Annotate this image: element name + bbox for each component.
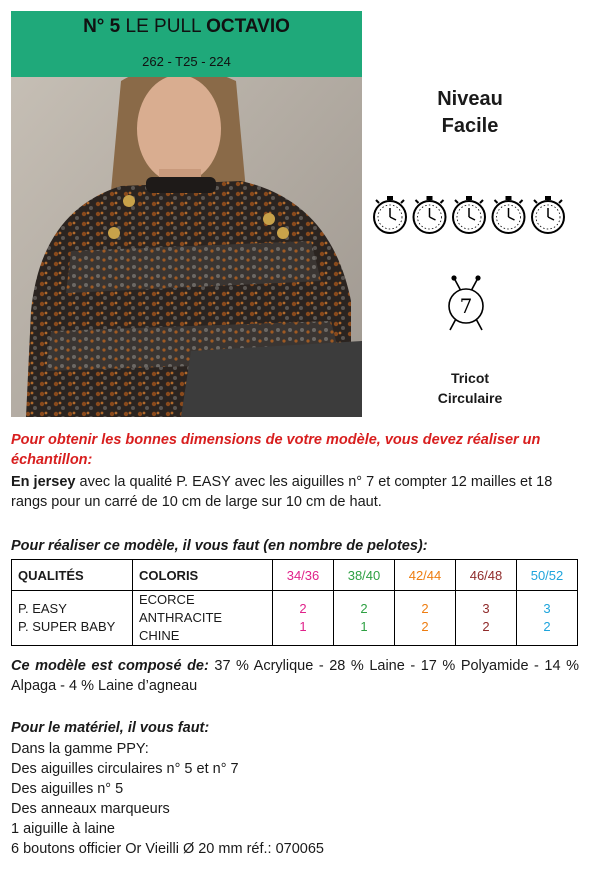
sample-text: En jersey avec la qualité P. EASY avec les aiguilles n° 7 et compter 12 mailles et 18 rangs pour un carré de 10 cm de large sur 10 cm de haut. (11, 474, 553, 510)
sample-heading: Pour obtenir les bonnes dimensions de votre modèle, vous devez réaliser un échantillon: (11, 432, 541, 468)
composition: Ce modèle est composé de: 37 % Acrylique - 28 % Laine - 17 % Polyamide - 14 % Alpaga - 4 % Laine d’agneau (11, 658, 579, 694)
size-header: 42/44 (395, 560, 456, 591)
size-header: 46/48 (456, 560, 517, 591)
qty-cell: 3 2 (456, 591, 517, 646)
difficulty-stopwatches (371, 190, 567, 238)
stopwatch-icon (374, 196, 406, 233)
stopwatch-icon (414, 196, 446, 233)
col-quality: QUALITÉS (12, 560, 133, 591)
materials-heading: Pour le matériel, il vous faut: (11, 720, 210, 736)
title-banner (11, 11, 362, 77)
list-item: Des aiguilles circulaires n° 5 et n° 7 (11, 761, 239, 777)
list-item: 6 boutons officier Or Vieilli Ø 20 mm réf.: 070065 (11, 841, 324, 857)
materials-list (11, 739, 579, 859)
color-cell: ECORCE ANTHRACITE CHINE (133, 591, 273, 646)
stopwatch-icon (532, 196, 564, 233)
pattern-refs: 262 - T25 - 224 (142, 54, 231, 69)
needle-size-icon (438, 274, 494, 334)
requirements-heading: Pour réaliser ce modèle, il vous faut (en nombre de pelotes): (11, 538, 428, 554)
col-color: COLORIS (133, 560, 273, 591)
yarn-table (11, 559, 578, 646)
list-item: Dans la gamme PPY: (11, 741, 149, 757)
technique-label: Tricot Circulaire (437, 370, 503, 406)
difficulty-level: Niveau Facile (437, 88, 503, 137)
qty-cell: 2 2 (395, 591, 456, 646)
quality-cell: P. EASY P. SUPER BABY (12, 591, 133, 646)
qty-cell: 2 1 (334, 591, 395, 646)
qty-cell: 2 1 (273, 591, 334, 646)
yarn-table-header (12, 560, 578, 591)
needle-size-value: 7 (459, 294, 473, 318)
product-photo (11, 11, 362, 417)
size-header: 34/36 (273, 560, 334, 591)
list-item: 1 aiguille à laine (11, 821, 115, 837)
qty-cell: 3 2 (517, 591, 578, 646)
size-header: 50/52 (517, 560, 578, 591)
list-item: Des anneaux marqueurs (11, 801, 170, 817)
list-item: Des aiguilles n° 5 (11, 781, 124, 797)
size-header: 38/40 (334, 560, 395, 591)
stopwatch-icon (493, 196, 525, 233)
yarn-table-body (12, 591, 578, 646)
pattern-title: N° 5 LE PULL OCTAVIO (83, 16, 290, 37)
stopwatch-icon (453, 196, 485, 233)
